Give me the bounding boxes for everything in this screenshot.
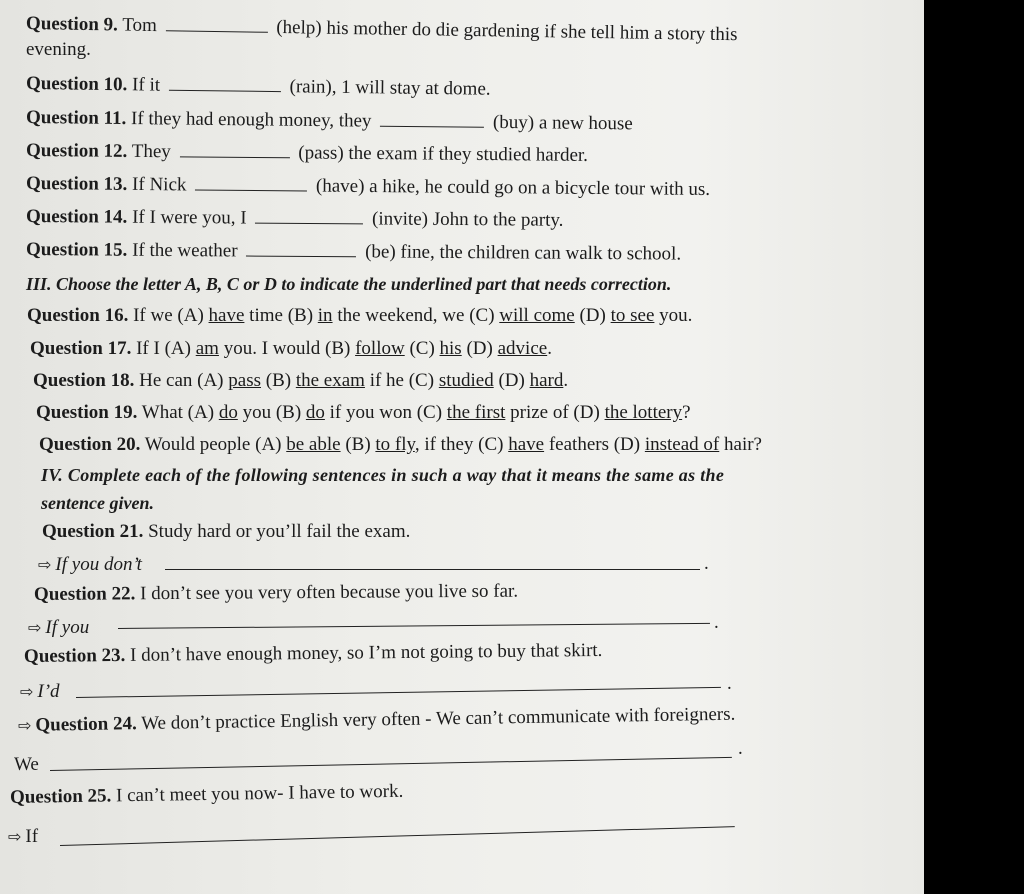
- option-a[interactable]: be able: [286, 434, 341, 455]
- arrow-icon: ⇨: [20, 682, 34, 701]
- question-text: (invite) John to the party.: [372, 208, 564, 231]
- question-text: you (B): [242, 402, 302, 423]
- question-text: (B): [265, 370, 292, 391]
- question-label: Question 9.: [25, 13, 119, 36]
- option-c[interactable]: studied: [438, 370, 494, 391]
- question-label: Question 17.: [30, 338, 132, 359]
- option-d[interactable]: instead of: [644, 434, 720, 455]
- question-10: [26, 72, 491, 102]
- answer-lead: We: [14, 754, 39, 775]
- option-a[interactable]: pass: [228, 370, 261, 391]
- option-c[interactable]: his: [439, 338, 462, 359]
- answer-blank-22[interactable]: [118, 623, 710, 629]
- question-label: Question 13.: [25, 173, 128, 195]
- question-9: [26, 12, 738, 47]
- question-text: (D): [466, 338, 493, 359]
- question-label: Question 24.: [35, 713, 137, 736]
- answer-blank[interactable]: [195, 175, 307, 191]
- question-label: Question 15.: [25, 239, 128, 261]
- answer-blank[interactable]: [380, 112, 484, 128]
- question-text: you. I would (B): [223, 338, 351, 359]
- section-3-heading: III. Choose the letter A, B, C or D to indicate the underlined part that needs correction.: [26, 274, 672, 294]
- question-text: (pass) the exam if they studied harder.: [298, 142, 589, 166]
- question-24: [18, 703, 736, 738]
- question-text: (buy) a new house: [492, 111, 633, 135]
- answer-blank-23[interactable]: [76, 687, 721, 698]
- option-c[interactable]: the first: [446, 402, 506, 423]
- answer-blank-25[interactable]: [60, 826, 735, 846]
- question-text: If the weather: [132, 239, 238, 262]
- question-label: Question 16.: [27, 305, 129, 326]
- question-text: if he (C): [369, 370, 435, 391]
- question-text: you.: [659, 305, 693, 326]
- question-9-continued: [26, 38, 91, 62]
- period-mark: .: [714, 612, 719, 633]
- arrow-icon: ⇨: [8, 827, 22, 846]
- question-text: ?: [682, 402, 691, 423]
- question-17: [30, 337, 552, 361]
- answer-blank-24[interactable]: [50, 757, 732, 771]
- question-text: .: [547, 338, 552, 359]
- question-15: [26, 238, 681, 267]
- question-text: (D): [579, 305, 606, 326]
- question-text: I can’t meet you now- I have to work.: [115, 780, 404, 807]
- option-b[interactable]: to fly: [375, 434, 415, 455]
- question-label: Question 25.: [9, 785, 112, 808]
- question-label: Question 20.: [39, 434, 141, 455]
- question-text: They: [131, 140, 171, 163]
- question-text: (D): [498, 370, 525, 391]
- question-text: If I (A): [136, 338, 191, 359]
- question-text: prize of (D): [510, 402, 600, 423]
- question-19: [36, 401, 691, 425]
- question-text: I don’t have enough money, so I’m not going to buy that skirt.: [129, 639, 603, 666]
- question-text: We don’t practice English very often - We can’t communicate with foreigners.: [140, 703, 736, 735]
- question-text: If Nick: [132, 173, 187, 196]
- answer-lead: If: [25, 826, 39, 847]
- question-18: [33, 369, 568, 393]
- answer-line-21: [38, 553, 142, 577]
- question-text: if you won (C): [329, 402, 443, 423]
- option-d[interactable]: advice: [497, 338, 548, 359]
- option-c[interactable]: will come: [499, 305, 575, 326]
- option-d[interactable]: the lottery: [604, 402, 683, 423]
- section-4-heading-continued: sentence given.: [41, 493, 154, 513]
- question-text: time (B): [249, 305, 314, 326]
- answer-blank[interactable]: [180, 142, 290, 158]
- answer-blank[interactable]: [246, 242, 356, 258]
- question-text: If it: [131, 74, 161, 96]
- option-a[interactable]: do: [218, 402, 238, 423]
- question-text: feathers (D): [548, 434, 641, 455]
- question-text: his mother do die gardening if she tell him a story this: [326, 17, 738, 46]
- question-text: Study hard or you’ll fail the exam.: [148, 521, 411, 542]
- question-23: [24, 639, 603, 669]
- verb-hint: (help): [276, 16, 322, 39]
- question-label: Question 12.: [25, 140, 128, 162]
- question-text: (C): [409, 338, 435, 359]
- question-14: [26, 205, 564, 233]
- question-text: If they had enough money, they: [130, 108, 372, 132]
- option-a[interactable]: have: [208, 305, 245, 326]
- question-label: Question 21.: [42, 521, 144, 542]
- question-25: [10, 780, 404, 810]
- option-b[interactable]: do: [305, 402, 325, 423]
- answer-lead: If you don’t: [55, 554, 142, 575]
- period-mark: .: [738, 738, 743, 759]
- question-text: .: [563, 370, 569, 391]
- question-20: [39, 433, 762, 457]
- question-label: Question 18.: [33, 370, 135, 391]
- question-text: What (A): [141, 402, 215, 423]
- question-text: If I were you, I: [132, 206, 247, 229]
- question-21: [42, 520, 410, 544]
- option-d[interactable]: to see: [610, 305, 655, 326]
- question-text: He can (A): [139, 370, 224, 391]
- question-22: [34, 580, 518, 607]
- question-text: , if they (C): [414, 434, 504, 455]
- question-12: [26, 139, 588, 168]
- option-c[interactable]: have: [508, 434, 545, 455]
- answer-line-24: [14, 753, 39, 777]
- answer-line-25: [8, 825, 38, 849]
- answer-blank[interactable]: [169, 76, 281, 92]
- answer-lead: I’d: [37, 681, 60, 702]
- question-text: (have) a hike, he could go on a bicycle tour with us.: [315, 175, 711, 200]
- question-text: Would people (A): [144, 434, 282, 455]
- question-label: Question 11.: [25, 107, 127, 130]
- question-label: Question 23.: [23, 644, 126, 667]
- question-16: [27, 304, 692, 328]
- option-b[interactable]: in: [317, 305, 333, 326]
- question-13: [26, 172, 710, 202]
- question-label: Question 10.: [25, 73, 128, 96]
- question-text: evening.: [26, 39, 91, 60]
- answer-blank[interactable]: [255, 209, 363, 225]
- question-text: (rain), 1 will stay at dome.: [289, 76, 491, 100]
- period-mark: .: [704, 553, 709, 574]
- arrow-icon: ⇨: [38, 555, 52, 574]
- question-label: Question 22.: [33, 583, 136, 605]
- question-text: If we (A): [133, 305, 204, 326]
- question-11: [26, 106, 633, 136]
- question-text: (B): [345, 434, 371, 455]
- answer-line-23: [20, 680, 60, 704]
- option-b[interactable]: the exam: [295, 370, 365, 391]
- option-b[interactable]: follow: [355, 338, 405, 359]
- arrow-icon: ⇨: [28, 618, 42, 637]
- question-text: the weekend, we (C): [337, 305, 495, 326]
- question-text: I don’t see you very often because you live so far.: [140, 580, 519, 605]
- answer-lead: If you: [45, 617, 90, 638]
- option-a[interactable]: am: [195, 338, 219, 359]
- question-label: Question 19.: [36, 402, 138, 423]
- section-4-heading: IV. Complete each of the following sentences in such a way that it means the same as the: [41, 465, 725, 485]
- option-d[interactable]: hard: [529, 370, 564, 391]
- question-text: (be) fine, the children can walk to school.: [365, 241, 682, 265]
- period-mark: .: [727, 673, 732, 694]
- question-text: Tom: [122, 14, 158, 37]
- question-label: Question 14.: [25, 206, 128, 228]
- arrow-icon: ⇨: [17, 715, 32, 735]
- answer-blank[interactable]: [165, 16, 267, 33]
- question-text: hair?: [724, 434, 762, 455]
- answer-blank-21[interactable]: [165, 569, 700, 570]
- answer-line-22: [28, 616, 89, 640]
